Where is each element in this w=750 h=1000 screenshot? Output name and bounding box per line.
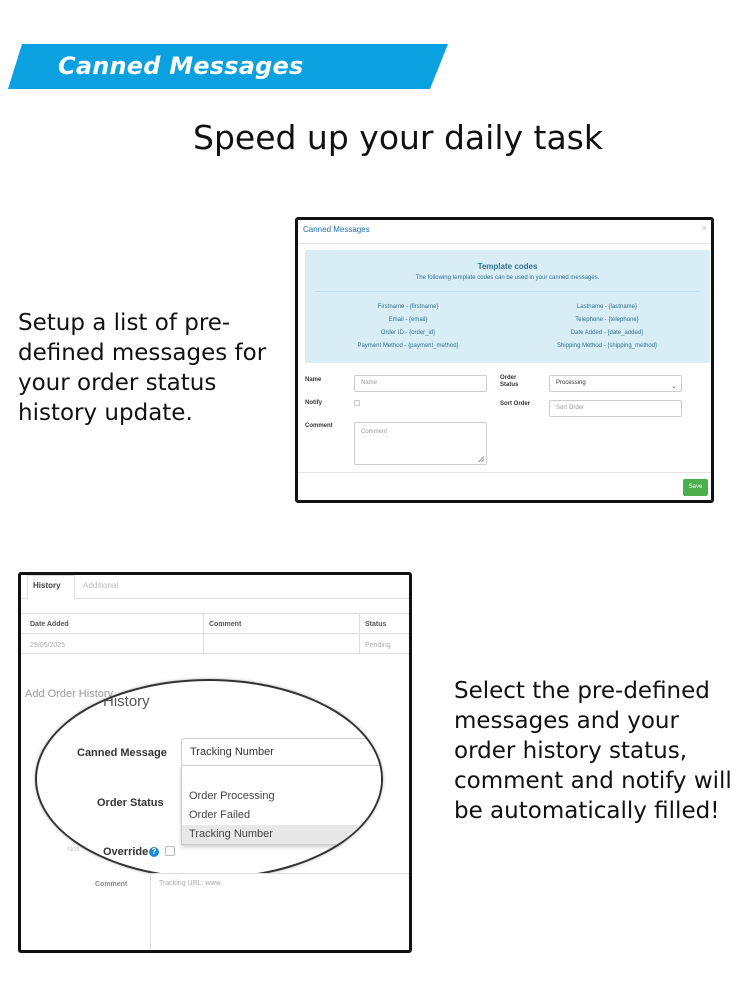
comment-placeholder: Comment <box>361 429 388 435</box>
column-date-added: Date Added <box>30 621 69 628</box>
description-select: Select the pre-defined messages and your order history status, comment and notify will be automatically filled! <box>454 678 732 824</box>
row-date: 29/05/2025 <box>30 642 66 649</box>
dropdown-option-tracking-number[interactable]: Tracking Number <box>182 825 383 844</box>
template-codes-subtitle: The following template codes can be used in your canned messages. <box>415 275 600 281</box>
comment-textarea[interactable] <box>150 873 412 953</box>
chevron-down-icon: ⌄ <box>671 383 677 390</box>
sort-order-label: Sort Order <box>500 401 531 407</box>
dropdown-option-order-processing[interactable]: Order Processing <box>189 790 275 802</box>
notify-checkbox[interactable] <box>354 400 360 406</box>
description-setup: Setup a list of pre-defined messages for your order status history update. <box>18 310 267 426</box>
name-label: Name <box>305 377 322 383</box>
modal-footer <box>298 472 711 473</box>
column-comment: Comment <box>209 621 242 628</box>
resize-handle-icon[interactable] <box>478 456 484 462</box>
order-history-panel <box>18 572 412 953</box>
banner-title: Canned Messages <box>58 52 304 80</box>
add-order-history-title: Add Order History <box>25 688 114 700</box>
code-telephone: Telephone - {telephone} <box>575 317 639 323</box>
divider <box>21 613 409 614</box>
modal-title: Canned Messages <box>303 225 370 234</box>
canned-message-dropdown <box>181 765 383 845</box>
order-status-value: Processing <box>556 380 586 386</box>
order-status-label: Order Status <box>97 797 164 809</box>
name-input[interactable]: Name <box>354 375 487 392</box>
divider <box>203 613 204 653</box>
comment-label: Comment <box>95 881 128 888</box>
comment-value: Tracking URL: www. <box>159 880 223 887</box>
canned-message-select[interactable]: Tracking Number <box>181 738 383 766</box>
row-status: Pending <box>365 642 391 649</box>
divider <box>21 653 409 654</box>
template-codes-left <box>318 301 498 353</box>
override-checkbox[interactable] <box>165 846 175 856</box>
code-payment-method: Payment Method - {payment_method} <box>357 343 459 349</box>
lens-history-title: History <box>103 693 150 710</box>
canned-messages-modal <box>295 217 714 503</box>
help-icon[interactable]: ? <box>149 847 159 857</box>
order-status-select[interactable] <box>549 375 682 392</box>
tab-history[interactable]: History <box>33 581 61 590</box>
headline: Speed up your daily task <box>193 118 603 157</box>
code-firstname: Firstname - {firstname} <box>377 304 439 310</box>
order-status-label: Order Status <box>500 375 519 388</box>
notify-label: Notify <box>305 400 322 406</box>
save-button[interactable]: Save <box>683 479 708 496</box>
column-status: Status <box>365 621 387 628</box>
code-date-added: Date Added - {date_added} <box>570 330 644 336</box>
template-codes-right <box>517 301 697 353</box>
override-label: Override <box>103 846 149 858</box>
code-shipping-method: Shipping Method - {shipping_method} <box>556 343 658 349</box>
dropdown-option-order-failed[interactable]: Order Failed <box>189 809 251 821</box>
canned-message-label: Canned Message <box>77 747 167 759</box>
divider <box>359 613 360 653</box>
comment-label: Comment <box>305 423 333 429</box>
comment-textarea[interactable] <box>354 422 487 465</box>
sort-order-input[interactable]: Sort Order <box>549 400 682 417</box>
tabs <box>21 575 409 599</box>
code-lastname: Lastname - {lastname} <box>576 304 638 310</box>
tab-additional[interactable]: Additional <box>83 581 119 590</box>
magnifier-lens <box>35 679 383 879</box>
template-codes-panel <box>305 250 710 363</box>
divider <box>315 291 700 292</box>
code-order-id: Order ID - {order_id} <box>380 330 436 336</box>
close-icon[interactable]: × <box>701 223 707 233</box>
code-email: Email - {email} <box>388 317 428 323</box>
divider <box>21 633 409 634</box>
template-codes-title: Template codes <box>477 262 538 271</box>
notify-label: Noti <box>67 846 80 853</box>
modal-header <box>298 220 711 244</box>
dropdown-option-blank[interactable] <box>182 766 383 785</box>
